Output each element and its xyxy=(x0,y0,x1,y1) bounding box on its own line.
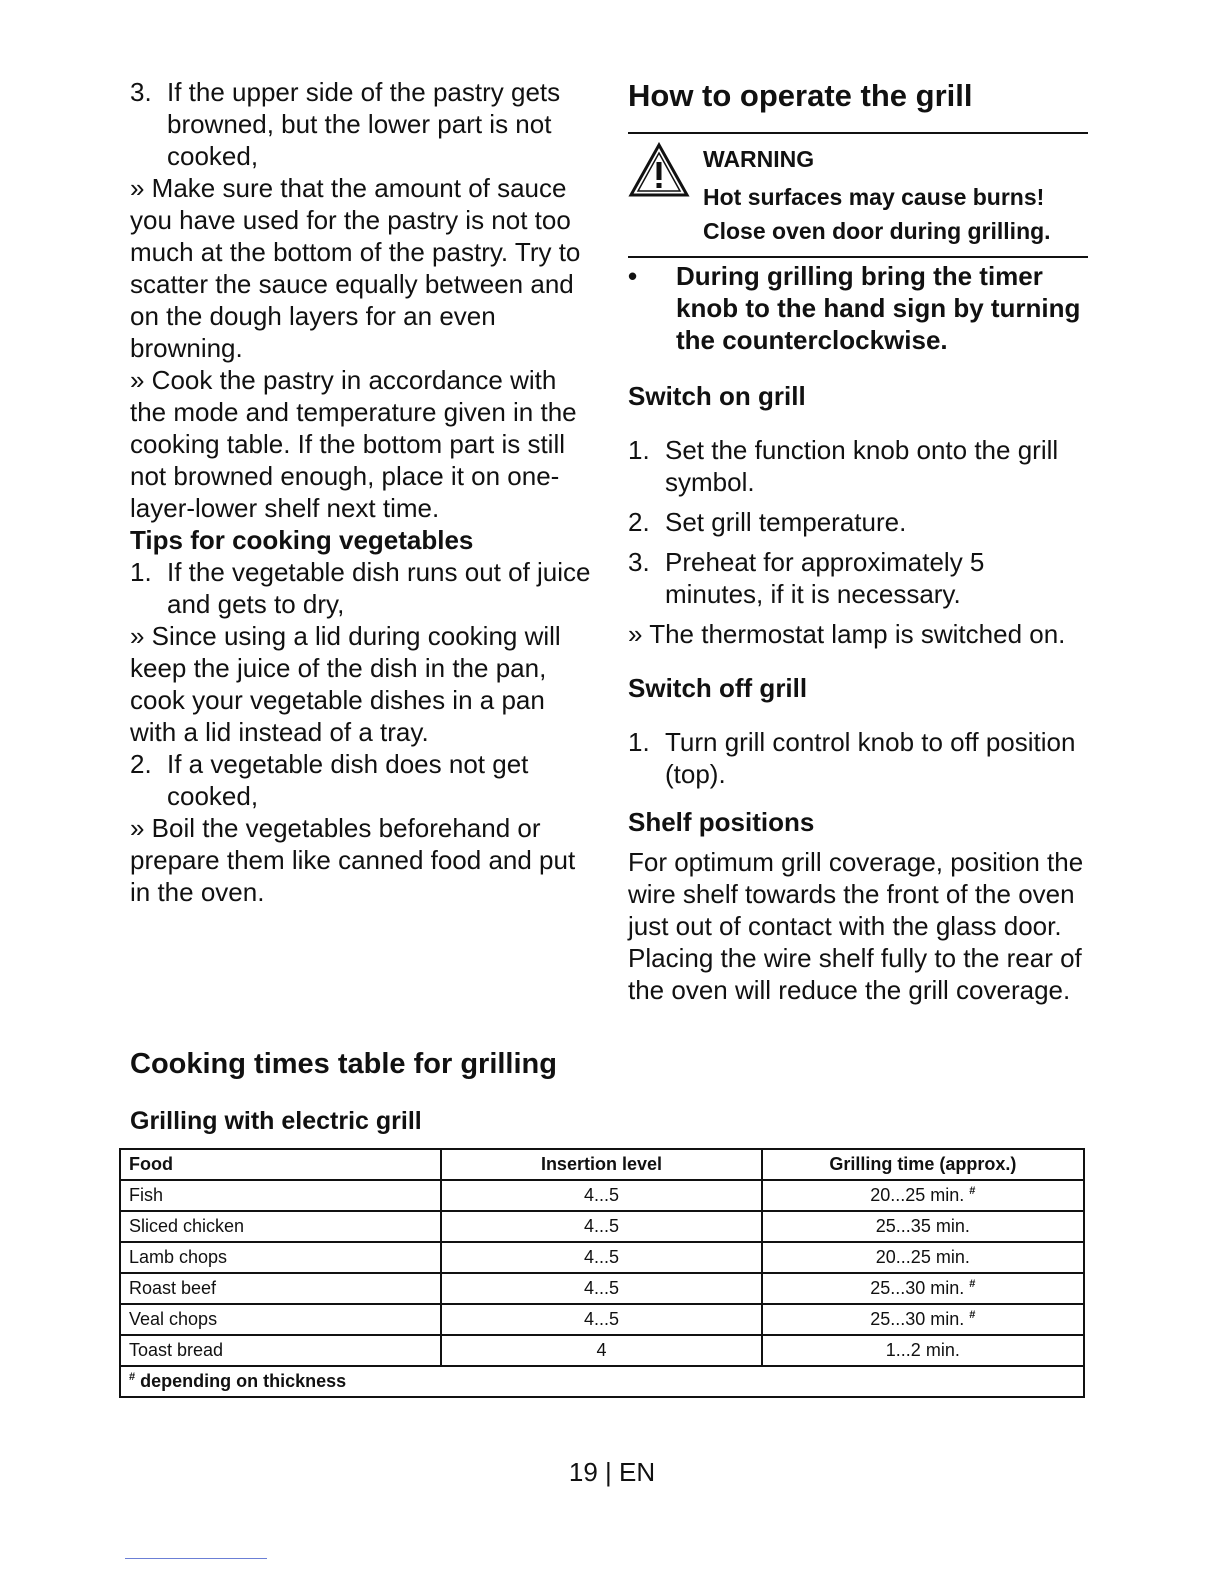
time-cell xyxy=(762,1335,1084,1366)
bullet-text: During grilling bring the timer knob to the hand sign by turning the counterclockwise. xyxy=(676,261,1081,355)
header-food: Food xyxy=(120,1149,441,1180)
table-row xyxy=(120,1180,1084,1211)
grill-title: How to operate the grill xyxy=(628,78,973,113)
item-number: 3. xyxy=(130,77,152,107)
footnote-mark: # xyxy=(969,1278,976,1290)
item-number: 1. xyxy=(628,435,650,465)
warning-line-1: Hot surfaces may cause burns! xyxy=(703,184,1045,210)
table-title: Cooking times table for grilling xyxy=(130,1048,557,1080)
time-value: 25...30 min. xyxy=(870,1309,965,1329)
time-cell xyxy=(762,1242,1084,1273)
switch-on-steps xyxy=(628,434,1088,650)
time-value: 1...2 min. xyxy=(885,1340,960,1360)
warning-box xyxy=(628,132,1088,258)
food-cell: Toast bread xyxy=(120,1335,441,1366)
left-column xyxy=(130,76,592,908)
item-number: 2. xyxy=(130,749,152,779)
time-cell xyxy=(762,1211,1084,1242)
veg-result-1: » Since using a lid during cooking will keep the juice of the dish in the pan, cook your vegetable dishes in a pan with a lid instead of a tray. xyxy=(130,621,561,747)
level-cell: 4...5 xyxy=(441,1211,761,1242)
veg-item-2 xyxy=(130,748,592,812)
shelf-heading: Shelf positions xyxy=(628,807,815,837)
switch-on-heading: Switch on grill xyxy=(628,381,806,411)
bottom-rule xyxy=(125,1558,267,1559)
veg-result-2: » Boil the vegetables beforehand or prepare them like canned food and put in the oven. xyxy=(130,813,576,907)
time-value: 25...35 min. xyxy=(875,1216,970,1236)
time-value: 20...25 min. xyxy=(875,1247,970,1267)
footnote-mark: # xyxy=(969,1309,976,1321)
table-row xyxy=(120,1335,1084,1366)
level-cell: 4...5 xyxy=(441,1304,761,1335)
bullet-dot: • xyxy=(628,261,638,291)
food-cell: Sliced chicken xyxy=(120,1211,441,1242)
table-header-row xyxy=(120,1149,1084,1180)
on-result: » The thermostat lamp is switched on. xyxy=(628,619,1066,649)
page-footer xyxy=(0,1457,1224,1488)
shelf-text: For optimum grill coverage, position the wire shelf towards the front of the oven just out of contact with the glass door. Placing the wire shelf fully to the rear of the oven will reduce the grill coverage. xyxy=(628,847,1084,1005)
table-row xyxy=(120,1211,1084,1242)
item-text: Set grill temperature. xyxy=(665,507,907,537)
veg-item-1 xyxy=(130,556,592,620)
food-cell: Lamb chops xyxy=(120,1242,441,1273)
warning-triangle-icon xyxy=(628,142,690,198)
level-cell: 4...5 xyxy=(441,1273,761,1304)
table-row xyxy=(120,1242,1084,1273)
level-cell: 4...5 xyxy=(441,1180,761,1211)
item-text: Set the function knob onto the grill symbol. xyxy=(665,435,1059,497)
item-text: If a vegetable dish does not get cooked, xyxy=(167,749,529,811)
footnote-cell xyxy=(120,1366,1084,1397)
item-number: 1. xyxy=(628,727,650,757)
pastry-item-3 xyxy=(130,76,592,172)
footnote-mark: # xyxy=(969,1185,976,1197)
warning-label: WARNING xyxy=(703,146,815,172)
time-value: 25...30 min. xyxy=(870,1278,965,1298)
item-number: 1. xyxy=(130,557,152,587)
level-cell: 4...5 xyxy=(441,1242,761,1273)
off-step xyxy=(628,726,1088,790)
language-code: EN xyxy=(619,1457,656,1487)
footnote-text: depending on thickness xyxy=(135,1371,347,1391)
vegetables-heading: Tips for cooking vegetables xyxy=(130,525,474,555)
grilling-table xyxy=(119,1148,1085,1398)
switch-off-heading: Switch off grill xyxy=(628,673,808,703)
time-cell xyxy=(762,1180,1084,1211)
footnote-mark: # xyxy=(129,1371,136,1383)
footer-separator: | xyxy=(605,1457,612,1487)
item-number: 3. xyxy=(628,547,650,577)
on-step xyxy=(628,506,1088,538)
timer-bullet xyxy=(628,260,1088,356)
right-column xyxy=(628,76,1088,1006)
on-step xyxy=(628,546,1088,610)
level-cell: 4 xyxy=(441,1335,761,1366)
item-text: Turn grill control knob to off position (top). xyxy=(665,727,1076,789)
page-number: 19 xyxy=(568,1457,598,1487)
warning-line-2: Close oven door during grilling. xyxy=(703,218,1051,244)
item-text: If the vegetable dish runs out of juice and gets to dry, xyxy=(167,557,591,619)
item-text: If the upper side of the pastry gets browned, but the lower part is not cooked, xyxy=(167,77,561,171)
table-row xyxy=(120,1304,1084,1335)
food-cell: Roast beef xyxy=(120,1273,441,1304)
pastry-result-2: » Cook the pastry in accordance with the mode and temperature given in the cooking table. If the bottom part is still not browned enough, place it on one-layer-lower shelf next time. xyxy=(130,365,577,523)
item-text: Preheat for approximately 5 minutes, if it is necessary. xyxy=(665,547,985,609)
table-footnote-row xyxy=(120,1366,1084,1397)
table-row xyxy=(120,1273,1084,1304)
table-subtitle: Grilling with electric grill xyxy=(130,1107,422,1135)
food-cell: Fish xyxy=(120,1180,441,1211)
header-level: Insertion level xyxy=(441,1149,761,1180)
pastry-result-1: » Make sure that the amount of sauce you have used for the pastry is not too much at the bottom of the pastry. Try to scatter the sauce equally between and on the dough layers for an even browning. xyxy=(130,173,581,363)
time-cell xyxy=(762,1273,1084,1304)
time-cell xyxy=(762,1304,1084,1335)
item-number: 2. xyxy=(628,507,650,537)
time-value: 20...25 min. xyxy=(870,1185,965,1205)
food-cell: Veal chops xyxy=(120,1304,441,1335)
on-step xyxy=(628,434,1088,498)
header-time: Grilling time (approx.) xyxy=(762,1149,1084,1180)
